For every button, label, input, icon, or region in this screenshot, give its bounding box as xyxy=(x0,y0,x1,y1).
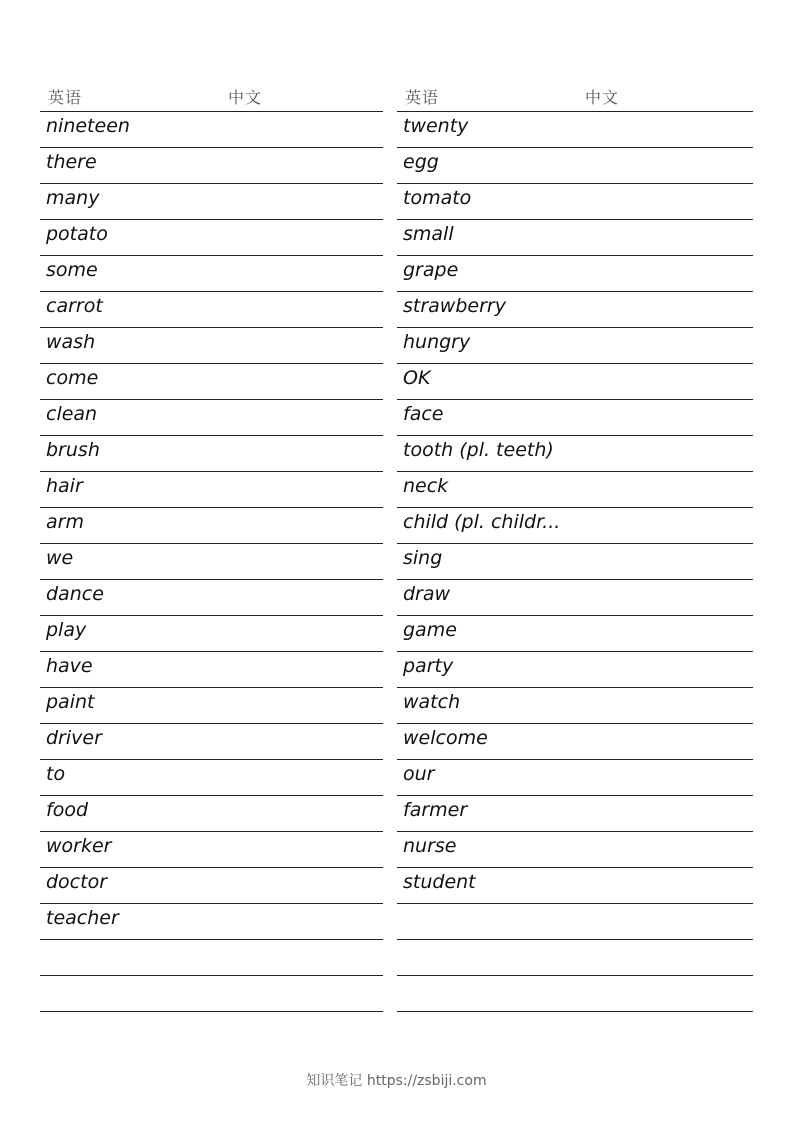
english-word: hair xyxy=(46,475,83,497)
word-row xyxy=(397,688,753,724)
word-row xyxy=(40,508,383,544)
word-row xyxy=(397,796,753,832)
word-row xyxy=(40,256,383,292)
english-word: come xyxy=(46,367,99,389)
english-word: many xyxy=(46,187,100,209)
word-row xyxy=(397,616,753,652)
word-row xyxy=(397,184,753,220)
english-word: tomato xyxy=(403,187,472,209)
word-row xyxy=(40,580,383,616)
word-row xyxy=(397,508,753,544)
english-word: egg xyxy=(403,151,439,173)
english-word: watch xyxy=(403,691,461,713)
word-row xyxy=(397,328,753,364)
word-row xyxy=(397,256,753,292)
right-word-list xyxy=(397,112,753,1012)
word-row xyxy=(40,112,383,148)
english-word: potato xyxy=(46,223,108,245)
word-row xyxy=(397,940,753,976)
english-header: 英语 xyxy=(48,88,83,107)
english-word: dance xyxy=(46,583,104,605)
right-column-header xyxy=(397,80,753,112)
word-row xyxy=(40,688,383,724)
word-row xyxy=(397,148,753,184)
word-row xyxy=(397,364,753,400)
english-word: neck xyxy=(403,475,449,497)
word-row xyxy=(40,868,383,904)
footer-watermark: 知识笔记 https://zsbiji.com xyxy=(306,1073,487,1089)
english-word: arm xyxy=(46,511,84,533)
word-row xyxy=(40,724,383,760)
english-word: teacher xyxy=(46,907,119,929)
word-row xyxy=(40,148,383,184)
english-word: grape xyxy=(403,259,459,281)
word-row xyxy=(40,292,383,328)
word-row xyxy=(397,220,753,256)
english-header: 英语 xyxy=(405,88,440,107)
english-word: to xyxy=(46,763,66,785)
chinese-header: 中文 xyxy=(585,88,620,107)
word-row xyxy=(397,472,753,508)
word-row xyxy=(40,364,383,400)
left-word-list xyxy=(40,112,383,1012)
english-word: hungry xyxy=(403,331,471,353)
word-row xyxy=(397,760,753,796)
word-row xyxy=(40,616,383,652)
word-row xyxy=(40,904,383,940)
word-row xyxy=(397,724,753,760)
english-word: have xyxy=(46,655,93,677)
word-row xyxy=(40,328,383,364)
english-word: child (pl. childr... xyxy=(403,511,561,533)
english-word: brush xyxy=(46,439,100,461)
word-row xyxy=(397,292,753,328)
left-column xyxy=(40,80,383,1012)
word-row xyxy=(40,760,383,796)
word-row xyxy=(397,832,753,868)
english-word: welcome xyxy=(403,727,488,749)
left-column-header xyxy=(40,80,383,112)
english-word: twenty xyxy=(403,115,469,137)
english-word: some xyxy=(46,259,98,281)
word-row xyxy=(40,976,383,1012)
word-row xyxy=(40,400,383,436)
english-word: OK xyxy=(403,367,431,389)
word-row xyxy=(40,940,383,976)
english-word: sing xyxy=(403,547,443,569)
english-word: tooth (pl. teeth) xyxy=(403,439,554,461)
english-word: clean xyxy=(46,403,98,425)
english-word: there xyxy=(46,151,97,173)
english-word: strawberry xyxy=(403,295,506,317)
english-word: doctor xyxy=(46,871,108,893)
chinese-header: 中文 xyxy=(228,88,263,107)
word-row xyxy=(397,544,753,580)
word-row xyxy=(40,472,383,508)
word-row xyxy=(397,436,753,472)
word-row xyxy=(397,976,753,1012)
word-row xyxy=(40,832,383,868)
word-row xyxy=(397,580,753,616)
english-word: farmer xyxy=(403,799,468,821)
word-row xyxy=(40,652,383,688)
english-word: draw xyxy=(403,583,451,605)
english-word: wash xyxy=(46,331,96,353)
word-row xyxy=(40,436,383,472)
english-word: play xyxy=(46,619,87,641)
english-word: game xyxy=(403,619,457,641)
english-word: we xyxy=(46,547,74,569)
english-word: nurse xyxy=(403,835,457,857)
word-row xyxy=(40,184,383,220)
english-word: worker xyxy=(46,835,112,857)
word-row xyxy=(397,112,753,148)
word-row xyxy=(40,796,383,832)
english-word: driver xyxy=(46,727,102,749)
english-word: student xyxy=(403,871,476,893)
english-word: party xyxy=(403,655,454,677)
word-row xyxy=(397,652,753,688)
english-word: nineteen xyxy=(46,115,130,137)
word-row xyxy=(40,544,383,580)
word-row xyxy=(397,400,753,436)
right-column xyxy=(397,80,753,1012)
english-word: paint xyxy=(46,691,95,713)
word-row xyxy=(397,868,753,904)
word-row xyxy=(40,220,383,256)
english-word: small xyxy=(403,223,454,245)
word-row xyxy=(397,904,753,940)
english-word: food xyxy=(46,799,88,821)
english-word: face xyxy=(403,403,444,425)
english-word: our xyxy=(403,763,435,785)
english-word: carrot xyxy=(46,295,103,317)
